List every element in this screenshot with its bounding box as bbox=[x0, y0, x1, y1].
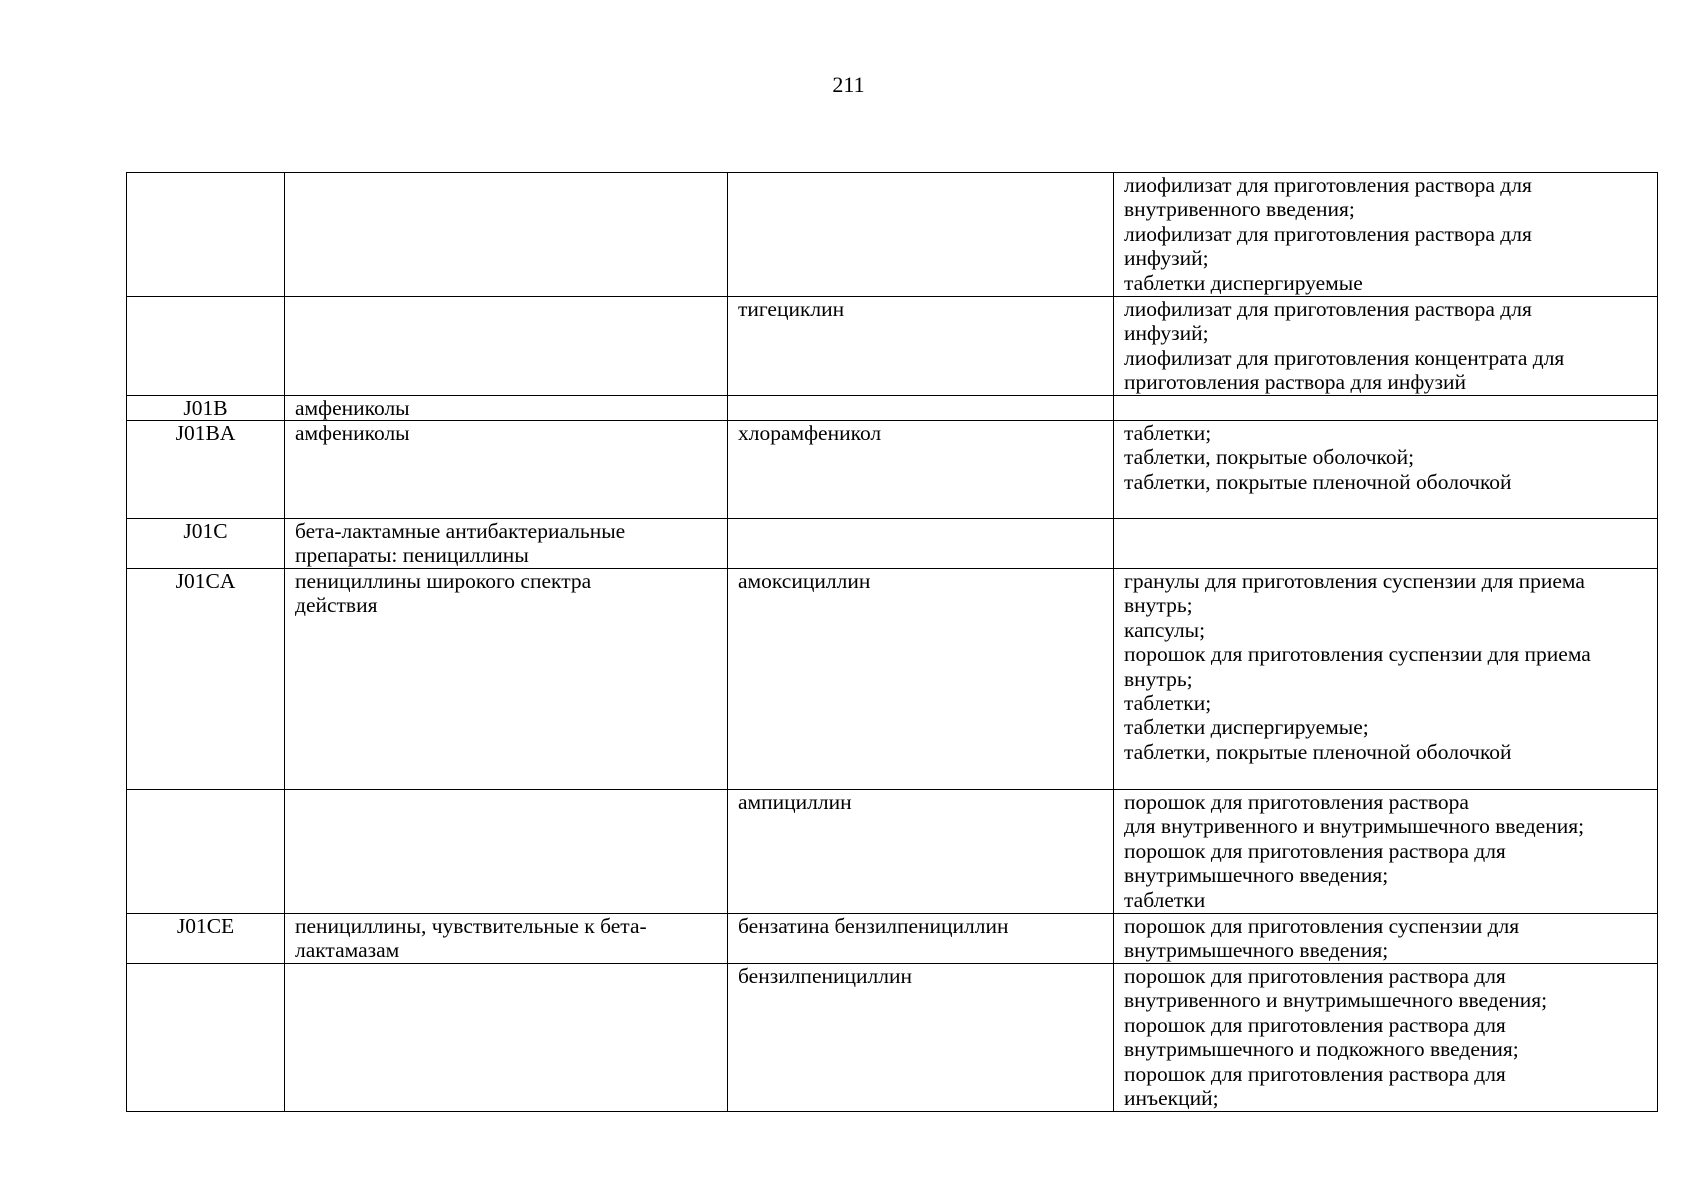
dosage-form-line: порошок для приготовления раствора для bbox=[1124, 964, 1506, 989]
dosage-forms-cell bbox=[1114, 395, 1658, 420]
dosage-form-line: таблетки; bbox=[1124, 421, 1212, 446]
drug-name-cell: бензилпенициллин bbox=[728, 964, 1114, 1112]
dosage-form-line: гранулы для приготовления суспензии для приема bbox=[1124, 569, 1585, 594]
dosage-form-line: лиофилизат для приготовления раствора для bbox=[1124, 297, 1532, 321]
dosage-form-line: таблетки, покрытые оболочкой; bbox=[1124, 445, 1415, 470]
table-row bbox=[127, 964, 1658, 1112]
atc-code-cell: J01BA bbox=[127, 421, 285, 519]
atc-code-cell: J01CE bbox=[127, 914, 285, 964]
group-line: пенициллины широкого спектра bbox=[295, 569, 592, 594]
drug-name-cell: бензатина бензилпенициллин bbox=[728, 914, 1114, 964]
dosage-form-line: внутримышечного введения; bbox=[1124, 863, 1389, 888]
dosage-forms-cell bbox=[1114, 297, 1658, 396]
dosage-form-line: таблетки диспергируемые; bbox=[1124, 715, 1369, 740]
dosage-forms-cell bbox=[1114, 421, 1658, 519]
table-row bbox=[127, 421, 1658, 519]
dosage-form-line: таблетки, покрытые пленочной оболочкой bbox=[1124, 469, 1512, 494]
group-line: бета-лактамные антибактериальные bbox=[295, 519, 626, 544]
drug-name-cell bbox=[728, 519, 1114, 569]
drug-table bbox=[126, 172, 1658, 1112]
table-row bbox=[127, 297, 1658, 396]
dosage-form-line: для внутривенного и внутримышечного введения; bbox=[1124, 814, 1585, 839]
pharmacological-group-cell bbox=[285, 569, 728, 790]
dosage-form-line: порошок для приготовления раствора для bbox=[1124, 1012, 1506, 1037]
group-line: амфениколы bbox=[295, 395, 410, 420]
atc-code-cell: J01C bbox=[127, 519, 285, 569]
dosage-forms-cell bbox=[1114, 519, 1658, 569]
dosage-form-line: порошок для приготовления раствора bbox=[1124, 790, 1469, 815]
dosage-form-line: инфузий; bbox=[1124, 246, 1209, 271]
atc-code-cell bbox=[127, 297, 285, 396]
pharmacological-group-cell bbox=[285, 395, 728, 420]
atc-code-cell: J01B bbox=[127, 395, 285, 420]
dosage-form-line: таблетки, покрытые пленочной оболочкой bbox=[1124, 739, 1512, 764]
drug-name-cell: ампициллин bbox=[728, 790, 1114, 914]
group-line: пенициллины, чувствительные к бета- bbox=[295, 914, 647, 939]
pharmacological-group-cell bbox=[285, 914, 728, 964]
drug-name-cell bbox=[728, 395, 1114, 420]
dosage-form-line: инъекций; bbox=[1124, 1086, 1219, 1111]
dosage-form-line: внутримышечного введения; bbox=[1124, 938, 1389, 963]
dosage-form-line: приготовления раствора для инфузий bbox=[1124, 370, 1467, 395]
drug-name-cell: тигециклин bbox=[728, 297, 1114, 396]
pharmacological-group-cell bbox=[285, 519, 728, 569]
pharmacological-group-cell bbox=[285, 790, 728, 914]
group-line: амфениколы bbox=[295, 421, 410, 446]
dosage-forms-cell bbox=[1114, 569, 1658, 790]
pharmacological-group-cell bbox=[285, 297, 728, 396]
dosage-form-line: внутримышечного и подкожного введения; bbox=[1124, 1037, 1519, 1062]
dosage-form-line: порошок для приготовления раствора для bbox=[1124, 1061, 1506, 1086]
dosage-form-line: таблетки; bbox=[1124, 691, 1212, 716]
table-body bbox=[127, 173, 1658, 1112]
pharmacological-group-cell bbox=[285, 421, 728, 519]
atc-code-cell bbox=[127, 964, 285, 1112]
table-row bbox=[127, 914, 1658, 964]
dosage-form-line: порошок для приготовления раствора для bbox=[1124, 838, 1506, 863]
dosage-form-line: внутрь; bbox=[1124, 593, 1193, 618]
dosage-forms-cell bbox=[1114, 173, 1658, 297]
atc-code-cell bbox=[127, 790, 285, 914]
dosage-form-line: внутривенного и внутримышечного введения; bbox=[1124, 988, 1548, 1013]
dosage-forms-cell bbox=[1114, 914, 1658, 964]
dosage-form-line: лиофилизат для приготовления концентрата для bbox=[1124, 345, 1565, 370]
dosage-form-line: внутривенного введения; bbox=[1124, 197, 1355, 222]
dosage-forms-cell bbox=[1114, 790, 1658, 914]
group-line: лактамазам bbox=[295, 938, 400, 963]
dosage-form-line: лиофилизат для приготовления раствора для bbox=[1124, 173, 1532, 197]
dosage-forms-cell bbox=[1114, 964, 1658, 1112]
dosage-form-line: таблетки диспергируемые bbox=[1124, 270, 1363, 295]
dosage-form-line: капсулы; bbox=[1124, 617, 1206, 642]
drug-name-cell: амоксициллин bbox=[728, 569, 1114, 790]
drug-name-cell bbox=[728, 173, 1114, 297]
atc-code-cell: J01CA bbox=[127, 569, 285, 790]
page-number: 211 bbox=[832, 72, 865, 97]
dosage-form-line: таблетки bbox=[1124, 887, 1206, 912]
table-row bbox=[127, 519, 1658, 569]
dosage-form-line: порошок для приготовления суспензии для приема bbox=[1124, 642, 1591, 667]
group-line: препараты: пенициллины bbox=[295, 543, 529, 568]
atc-code-cell bbox=[127, 173, 285, 297]
dosage-form-line: порошок для приготовления суспензии для bbox=[1124, 914, 1520, 939]
dosage-form-line: внутрь; bbox=[1124, 666, 1193, 691]
table-row bbox=[127, 569, 1658, 790]
drug-name-cell: хлорамфеникол bbox=[728, 421, 1114, 519]
dosage-form-line: инфузий; bbox=[1124, 321, 1209, 346]
table-row bbox=[127, 395, 1658, 420]
dosage-form-line: лиофилизат для приготовления раствора для bbox=[1124, 221, 1532, 246]
group-line: действия bbox=[295, 593, 378, 618]
table-row bbox=[127, 173, 1658, 297]
pharmacological-group-cell bbox=[285, 173, 728, 297]
pharmacological-group-cell bbox=[285, 964, 728, 1112]
table-row bbox=[127, 790, 1658, 914]
